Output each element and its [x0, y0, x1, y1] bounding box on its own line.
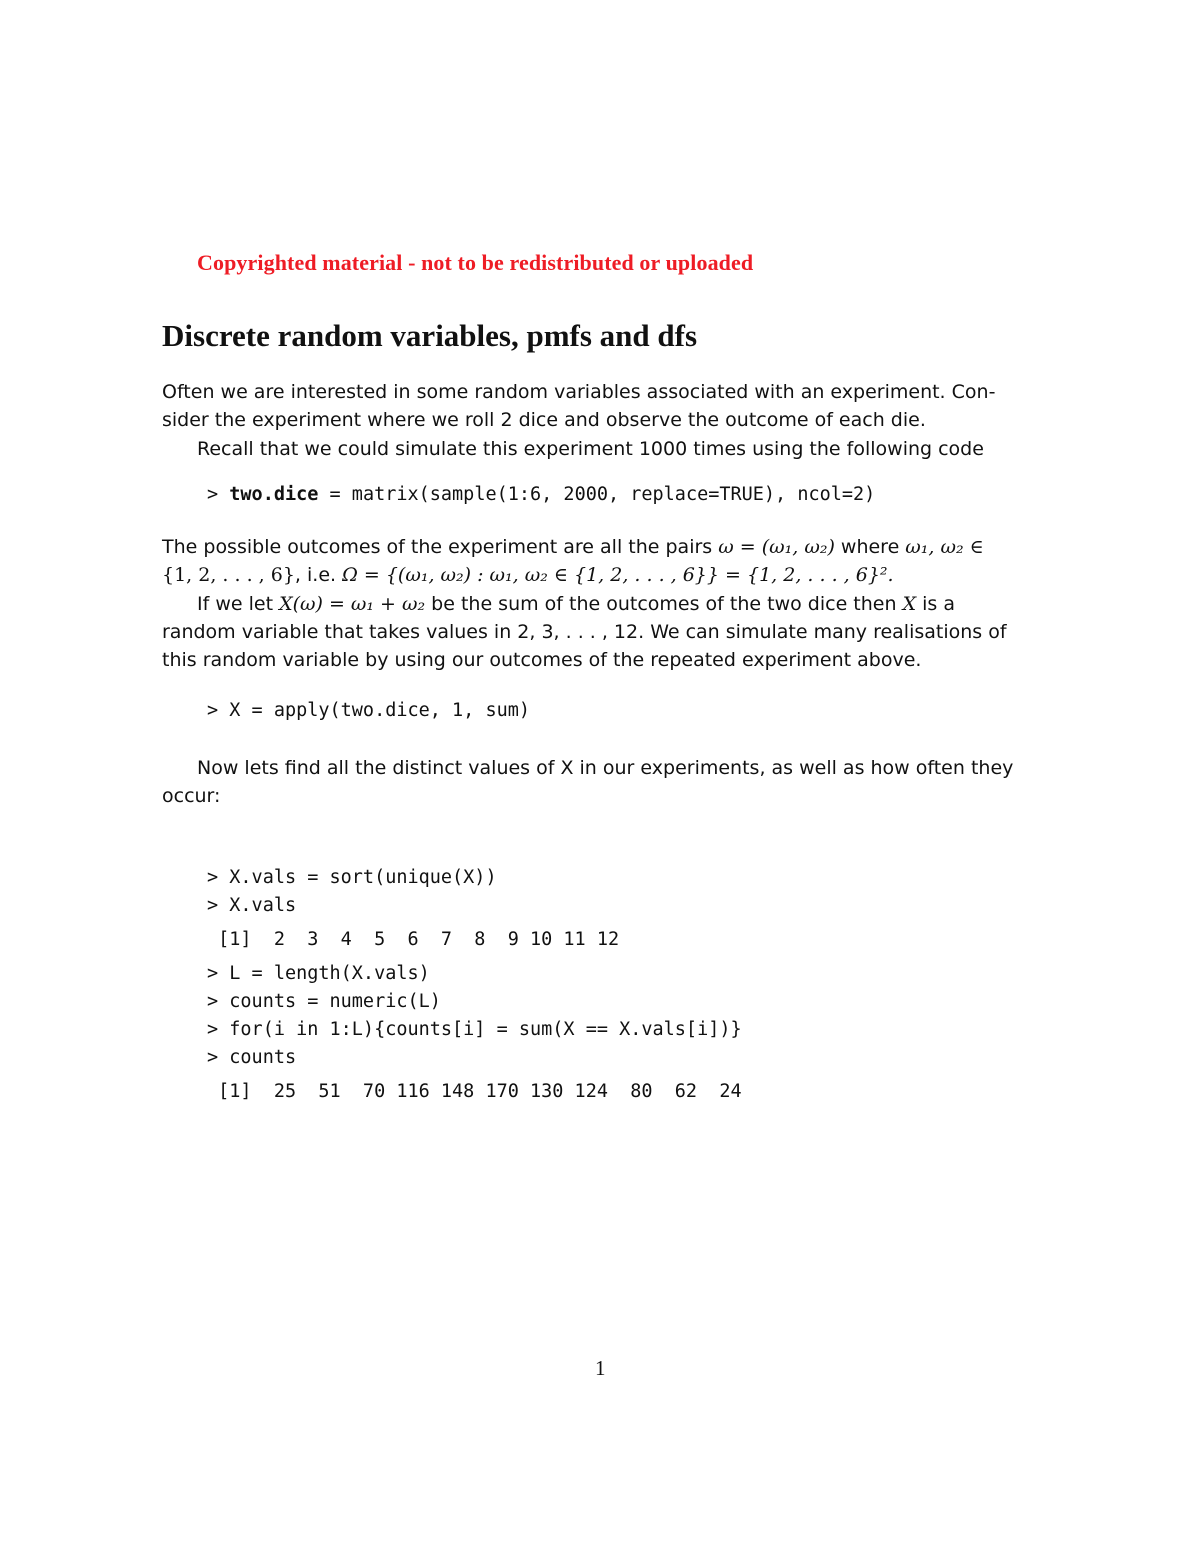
code-block-apply: > X = apply(two.dice, 1, sum)	[207, 700, 531, 721]
text-run: is a	[916, 592, 956, 615]
intro-line-3: Recall that we could simulate this experiment 1000 times using the following code	[197, 437, 984, 460]
outcomes-line-2	[162, 561, 1042, 589]
text-run: , i.e.	[294, 564, 343, 587]
outcomes-line-5: this random variable by using our outcomes of the repeated experiment above.	[162, 649, 922, 672]
outcomes-line-3	[162, 590, 1042, 618]
page-number: 1	[595, 1356, 606, 1380]
intro-line-2: sider the experiment where we roll 2 dice and observe the outcome of each die.	[162, 409, 926, 432]
math-omega-in: ω₁, ω₂ ∈	[905, 536, 984, 558]
outcomes-paragraph	[162, 533, 1042, 674]
section-heading: Discrete random variables, pmfs and dfs	[162, 318, 698, 353]
code-block-counts	[207, 836, 742, 1162]
math-omega-pair: ω = (ω₁, ω₂)	[718, 536, 835, 558]
text-run: be the sum of the outcomes of the two dice then	[425, 592, 903, 615]
code-identifier: two.dice	[229, 484, 319, 505]
code-rest: = matrix(sample(1:6, 2000, replace=TRUE), ncol=2)	[318, 484, 876, 505]
copyright-notice: Copyrighted material - not to be redistributed or uploaded	[197, 250, 754, 275]
code-output: [1] 2 3 4 5 6 7 8 9 10 11 12	[207, 929, 620, 950]
distinct-line-2: occur:	[162, 785, 221, 808]
code-line: > L = length(X.vals)	[207, 963, 430, 984]
text-run: where	[834, 536, 906, 558]
outcomes-line-1	[162, 533, 1042, 561]
outcomes-line-4: random variable that takes values in 2, 3, . . . , 12. We can simulate many realisations of	[162, 620, 1007, 643]
code-line: > counts	[207, 1047, 297, 1068]
code-output: [1] 25 51 70 116 148 170 130 124 80 62 24	[207, 1081, 742, 1102]
text-run: The possible outcomes of the experiment are all the pairs	[162, 536, 719, 558]
code-line: > counts = numeric(L)	[207, 991, 441, 1012]
math-set: {1, 2, . . . , 6}	[162, 564, 295, 587]
intro-paragraph	[162, 378, 1042, 463]
code-block-two-dice	[207, 484, 875, 505]
math-x: X	[902, 592, 917, 615]
code-line: > for(i in 1:L){counts[i] = sum(X == X.vals[i])}	[207, 1019, 742, 1040]
distinct-line-1: Now lets find all the distinct values of X in our experiments, as well as how often they	[197, 757, 1014, 779]
math-x-omega: X(ω) = ω₁ + ω₂	[279, 592, 426, 615]
text-run: If we let	[197, 592, 280, 615]
code-prompt: >	[207, 484, 230, 505]
code-line: > X.vals = sort(unique(X))	[207, 867, 497, 888]
intro-line-1: Often we are interested in some random variables associated with an experiment. Con-	[162, 381, 996, 403]
code-line: > X.vals	[207, 895, 297, 916]
math-sample-space: Ω = {(ω₁, ω₂) : ω₁, ω₂ ∈ {1, 2, . . . , 6}} = {1, 2, . . . , 6}².	[342, 564, 894, 587]
distinct-paragraph	[162, 754, 1042, 811]
